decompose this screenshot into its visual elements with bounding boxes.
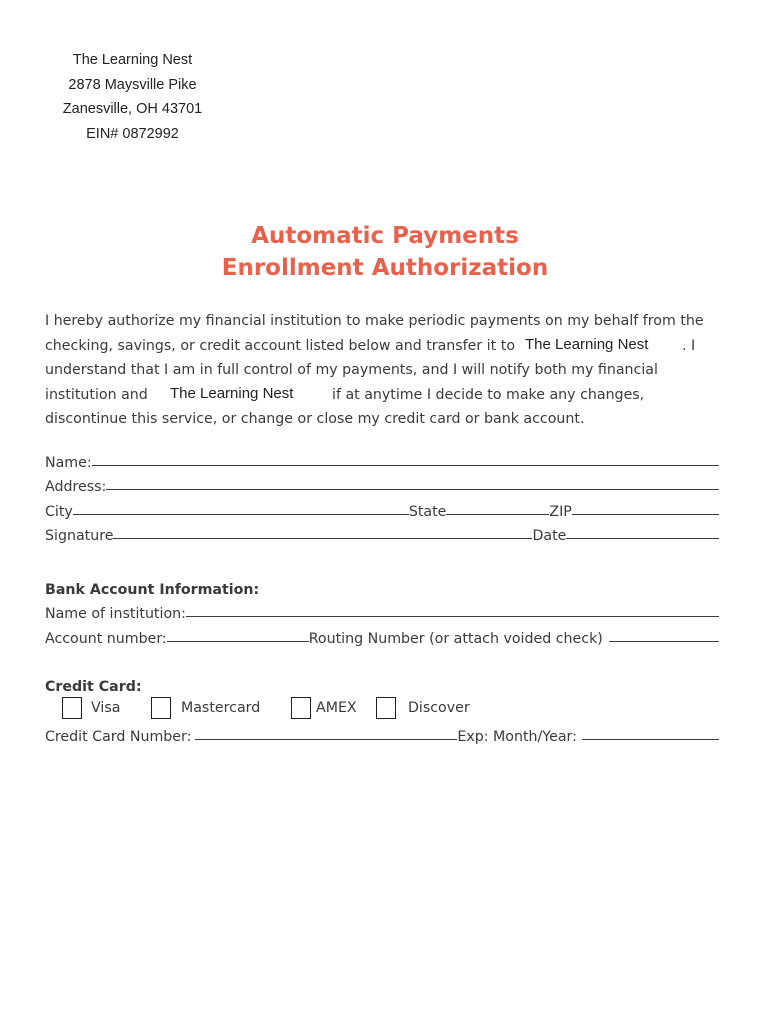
title-line-2: Enrollment Authorization — [221, 255, 549, 281]
option-amex[interactable] — [291, 695, 357, 721]
discover-checkbox[interactable] — [376, 697, 396, 719]
payee-name-field-2[interactable]: The Learning Nest — [170, 384, 294, 402]
signature-field[interactable] — [113, 524, 532, 539]
credit-card-heading: Credit Card: — [45, 678, 142, 695]
date-field[interactable] — [566, 524, 719, 539]
paragraph-line — [45, 383, 725, 408]
mastercard-label: Mastercard — [181, 699, 261, 716]
document-title — [0, 220, 770, 284]
paragraph-line — [45, 358, 725, 383]
paragraph-text: . I — [682, 337, 696, 354]
paragraph-line — [45, 309, 725, 334]
date-label: Date — [532, 528, 567, 544]
address-field[interactable] — [106, 475, 719, 490]
paragraph-text: institution and — [45, 386, 148, 403]
account-routing-row — [45, 622, 719, 647]
authorization-paragraph — [45, 309, 725, 432]
bank-account-section — [45, 573, 719, 647]
payee-name-field[interactable]: The Learning Nest — [525, 335, 649, 353]
title-line-1: Automatic Payments — [251, 223, 519, 249]
mastercard-checkbox[interactable] — [151, 697, 171, 719]
name-row — [45, 446, 719, 471]
state-label: State — [408, 503, 447, 520]
zip-field[interactable] — [572, 500, 719, 515]
amex-label: AMEX — [316, 699, 357, 716]
card-number-label: Credit Card Number: — [45, 729, 192, 745]
visa-checkbox[interactable] — [62, 697, 82, 719]
exp-field[interactable] — [582, 725, 719, 740]
routing-number-label: Routing Number (or attach voided check) — [308, 630, 603, 647]
discover-label: Discover — [408, 699, 470, 716]
credit-card-section — [45, 670, 719, 745]
exp-label: Exp: Month/Year: — [457, 729, 577, 745]
letterhead-address — [55, 48, 210, 146]
address-label: Address: — [45, 479, 107, 495]
city-label: City — [45, 503, 73, 520]
visa-label: Visa — [91, 699, 121, 716]
bank-heading: Bank Account Information: — [45, 581, 260, 598]
institution-field[interactable] — [186, 602, 719, 617]
signature-label: Signature — [45, 528, 114, 544]
paragraph-text: understand that I am in full control of my payments, and I will notify both my financial — [45, 362, 658, 378]
org-name: The Learning Nest — [72, 52, 193, 68]
card-number-exp-row — [45, 721, 719, 746]
account-number-label: Account number: — [45, 630, 167, 647]
option-discover[interactable] — [376, 695, 470, 721]
state-field[interactable] — [446, 500, 549, 515]
city-field[interactable] — [73, 500, 409, 515]
paragraph-line — [45, 407, 725, 432]
street-address: 2878 Maysville Pike — [68, 76, 197, 93]
routing-number-field[interactable] — [609, 627, 719, 642]
zip-label: ZIP — [549, 503, 572, 520]
personal-info-section — [45, 446, 719, 544]
paragraph-text: if at anytime I decide to make any changes, — [332, 386, 645, 403]
address-row — [45, 471, 719, 496]
option-visa[interactable] — [62, 695, 120, 721]
ein-number: EIN# 0872992 — [86, 125, 179, 142]
card-number-field[interactable] — [195, 725, 457, 740]
paragraph-text: checking, savings, or credit account listed below and transfer it to — [45, 337, 516, 354]
institution-label: Name of institution: — [45, 606, 186, 622]
amex-checkbox[interactable] — [291, 697, 311, 719]
signature-date-row — [45, 520, 719, 545]
city-state-zip-row — [45, 495, 719, 520]
account-number-field[interactable] — [167, 627, 309, 642]
city-state-zip: Zanesville, OH 43701 — [62, 101, 203, 117]
paragraph-text: discontinue this service, or change or close my credit card or bank account. — [45, 411, 585, 427]
card-type-options — [45, 695, 719, 721]
paragraph-text: I hereby authorize my financial institution to make periodic payments on my behalf from the — [45, 313, 704, 329]
option-mastercard[interactable] — [151, 695, 260, 721]
name-field[interactable] — [92, 451, 719, 466]
paragraph-line — [45, 334, 725, 359]
institution-row — [45, 598, 719, 623]
name-label: Name: — [45, 454, 92, 471]
